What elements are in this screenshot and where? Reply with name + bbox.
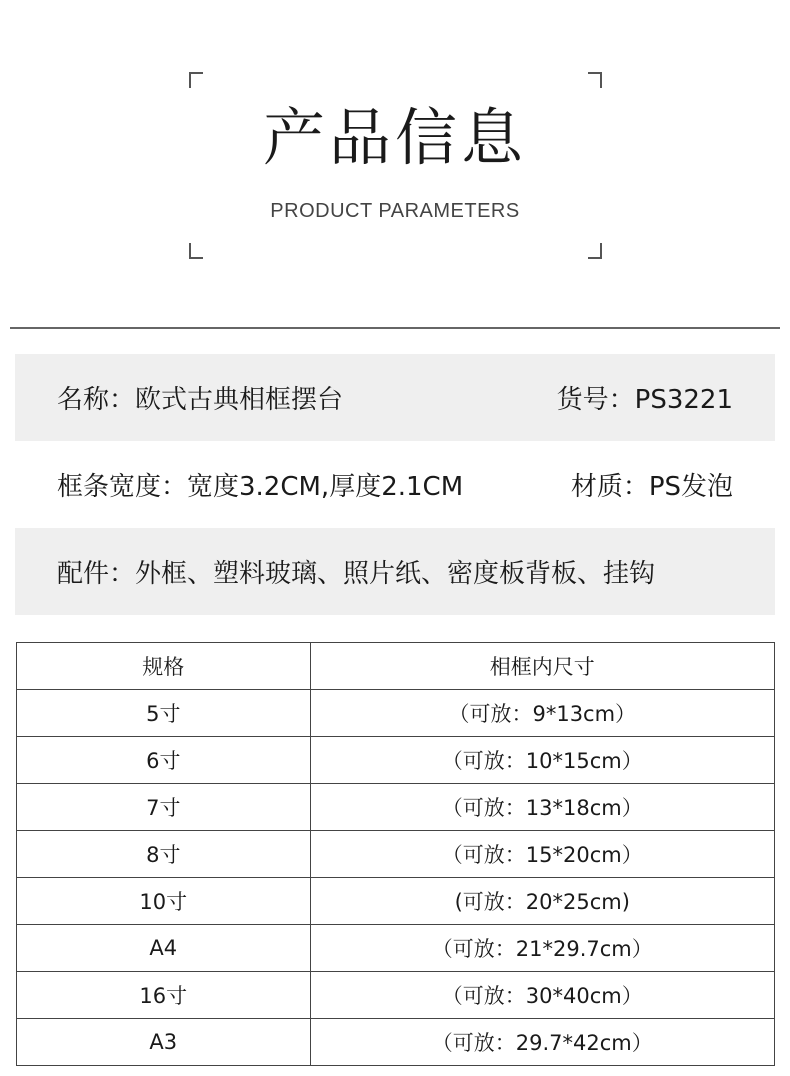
accessories: 配件：外框、塑料玻璃、照片纸、密度板背板、挂钩 xyxy=(57,559,656,589)
info-row-name xyxy=(15,354,775,441)
table-row xyxy=(17,784,775,831)
table-row xyxy=(17,878,775,925)
size-table xyxy=(16,642,775,1066)
spec-cell: 7寸 xyxy=(17,784,311,831)
section-divider xyxy=(10,327,780,329)
size-cell: （可放：30*40cm） xyxy=(310,972,774,1019)
size-cell: （可放：9*13cm） xyxy=(310,690,774,737)
size-cell: （可放：29.7*42cm） xyxy=(310,1019,774,1066)
info-row-accessories xyxy=(15,528,775,615)
spec-cell: 16寸 xyxy=(17,972,311,1019)
table-row xyxy=(17,925,775,972)
spec-cell: 8寸 xyxy=(17,831,311,878)
size-cell: (可放：20*25cm) xyxy=(310,878,774,925)
frame-width: 框条宽度：宽度3.2CM,厚度2.1CM xyxy=(57,472,464,502)
size-cell: （可放：21*29.7cm） xyxy=(310,925,774,972)
product-name: 名称：欧式古典相框摆台 xyxy=(57,385,344,415)
corner-bracket-bottom-right xyxy=(588,243,602,259)
table-row xyxy=(17,737,775,784)
spec-cell: A3 xyxy=(17,1019,311,1066)
table-row xyxy=(17,831,775,878)
table-header-row xyxy=(17,643,775,690)
table-row xyxy=(17,972,775,1019)
page-title: 产品信息 xyxy=(262,101,527,174)
table-row xyxy=(17,690,775,737)
spec-cell: 6寸 xyxy=(17,737,311,784)
corner-bracket-bottom-left xyxy=(189,243,203,259)
spec-cell: A4 xyxy=(17,925,311,972)
info-row-frame xyxy=(15,441,775,528)
page-subtitle: PRODUCT PARAMETERS xyxy=(270,200,520,222)
column-header-spec: 规格 xyxy=(17,643,311,690)
material: 材质：PS发泡 xyxy=(570,472,733,502)
size-cell: （可放：15*20cm） xyxy=(310,831,774,878)
spec-cell: 10寸 xyxy=(17,878,311,925)
size-cell: （可放：10*15cm） xyxy=(310,737,774,784)
corner-bracket-top-right xyxy=(588,72,602,88)
corner-bracket-top-left xyxy=(189,72,203,88)
column-header-inner-size: 相框内尺寸 xyxy=(310,643,774,690)
table-row xyxy=(17,1019,775,1066)
spec-cell: 5寸 xyxy=(17,690,311,737)
item-number: 货号：PS3221 xyxy=(556,385,733,415)
size-cell: （可放：13*18cm） xyxy=(310,784,774,831)
